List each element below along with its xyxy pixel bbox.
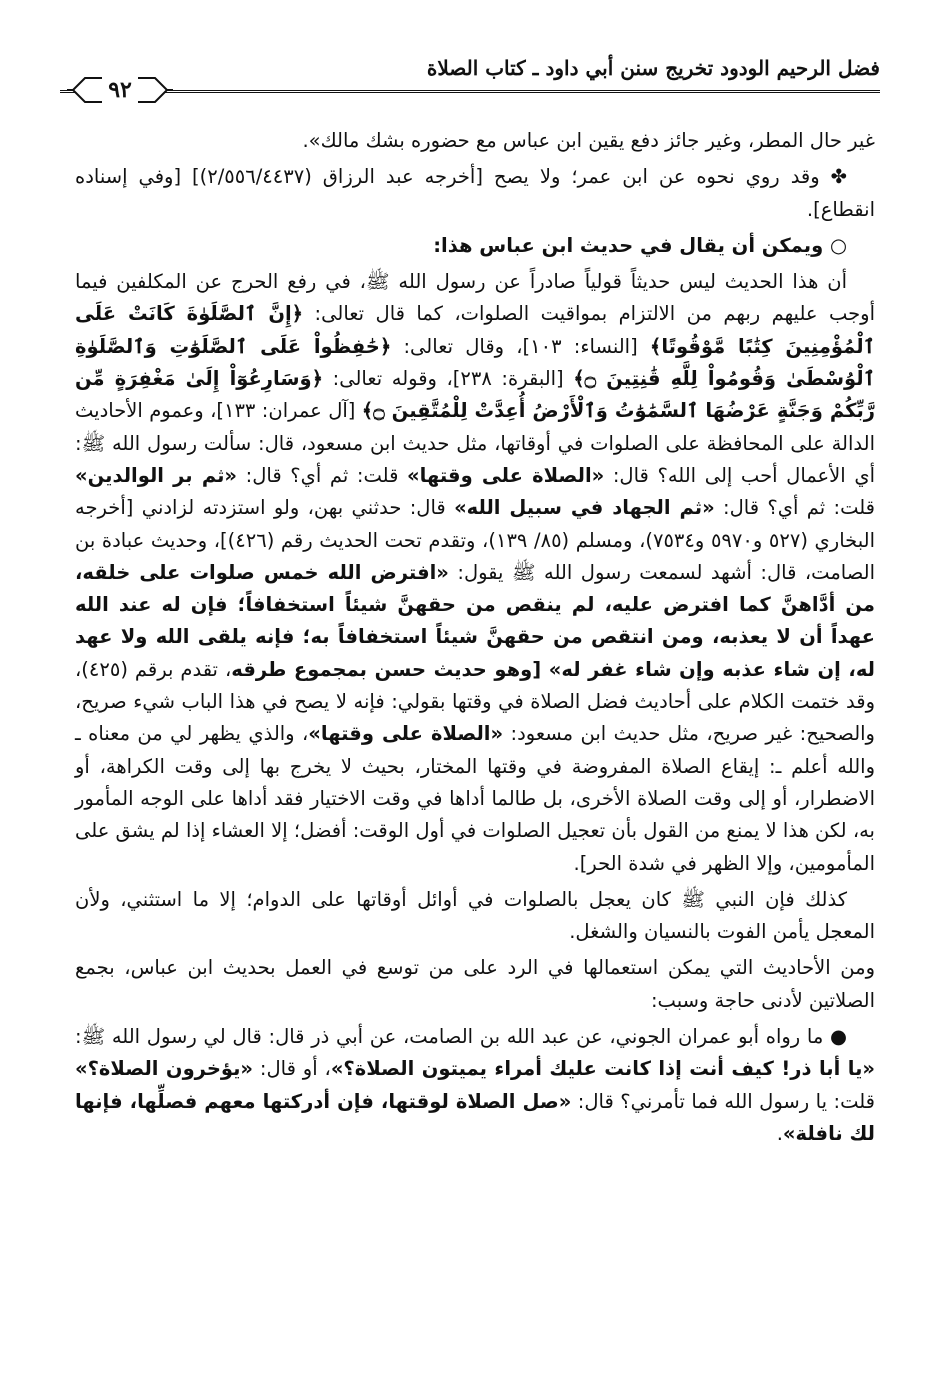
paragraph bbox=[75, 266, 875, 880]
paragraph bbox=[75, 230, 875, 262]
text-run: [البقرة: ٢٣٨]، وقوله تعالى: bbox=[323, 367, 574, 391]
text-run: [آل عمران: ١٣٣]، وعموم الأحاديث الدالة على المحافظة على الصلوات في أوقاتها، مثل حديث ابن مسعود، قال: سألت رسول الله ﷺ: أي الأعمال أحب إلى الله؟ قال: bbox=[75, 399, 876, 487]
bold-text-run: ﴿حَٰفِظُواْ عَلَى ٱلصَّلَوَٰتِ وَٱلصَّلَوٰةِ ٱلْوُسْطَىٰ وَقُومُواْ لِلَّهِ قَٰنِتِينَ ۝﴾ bbox=[75, 334, 875, 391]
text-run: ✤ وقد روي نحوه عن ابن عمر؛ ولا يصح [أخرجه عبد الرزاق (٢/٥٥٦/٤٤٣٧)] [وفي إسناده انقطاع]. bbox=[75, 165, 875, 221]
text-run: . bbox=[776, 1121, 783, 1145]
paragraph bbox=[75, 884, 875, 949]
page-number: ٩٢ bbox=[102, 77, 138, 103]
text-run: قلت: ثم أي؟ قال: bbox=[714, 496, 875, 520]
text-run: ، أو قال: bbox=[253, 1057, 331, 1081]
text-run: ● ما رواه أبو عمران الجوني، عن عبد الله بن الصامت، عن أبي ذر قال: قال لي رسول الله ﷺ: bbox=[75, 1025, 847, 1049]
bold-text-run: ﴿إِنَّ ٱلصَّلَوٰةَ كَانَتْ عَلَى ٱلْمُؤْمِنِينَ كِتَٰبًا مَّوْقُوتًا﴾ bbox=[75, 302, 875, 358]
bold-text-run: «الصلاة على وقتها» bbox=[407, 463, 605, 487]
paragraph bbox=[75, 1021, 875, 1150]
bold-text-run: ○ ويمكن أن يقال في حديث ابن عباس هذا: bbox=[433, 233, 847, 257]
bold-text-run: «الصلاة على وقتها» bbox=[308, 722, 504, 746]
text-run: ، تقدم برقم (٤٢٥)، وقد ختمت الكلام على أحاديث فضل الصلاة في وقتها بقولي: فإنه لا يصح في هذا الباب شيء صريح، والصحيح: غير صريح، مثل حديث ابن مسعود: bbox=[75, 657, 875, 746]
text-run: قلت: يا رسول الله فما تأمرني؟ قال: bbox=[571, 1089, 875, 1113]
bold-text-run: ﴿وَسَارِعُوٓاْ إِلَىٰ مَغْفِرَةٍ مِّن رَّبِّكُمْ وَجَنَّةٍ عَرْضُهَا ٱلسَّمَٰوَٰتُ وَٱلْأَرْضُ أُعِدَّتْ لِلْمُتَّقِينَ ۝﴾ bbox=[75, 367, 875, 423]
bold-text-run: «ثم بر الوالدين» bbox=[75, 463, 238, 487]
paragraph bbox=[75, 161, 875, 226]
text-run: أن هذا الحديث ليس حديثاً قولياً صادراً عن رسول الله ﷺ، في رفع الحرج عن المكلفين فيما أوجب عليهم ربهم من الالتزام بمواقيت الصلوات، كما قال تعالى: bbox=[75, 270, 876, 326]
text-run: ، والذي يظهر لي من معناه ـ والله أعلم ـ: إيقاع الصلاة المفروضة في وقتها المختار، بحيث لا يخرج بها إلى وقت الكراهة، أو الاضطرار، أو إلى وقت الصلاة الأخرى، بل طالما أداها في وقت الاختيار فقد أداها على الوجه المأمور به، لكن هذا لا يمنع من القول بأن تعجيل الصلوات في أول الوقت: أفضل؛ إلا العشاء إذا لم يشق على المأمومين، وإلا الظهر في شدة الحر]. bbox=[75, 722, 875, 875]
main-text bbox=[75, 125, 875, 1154]
page-number-ornament bbox=[65, 72, 175, 108]
bold-text-run: «يؤخرون الصلاة؟» bbox=[75, 1057, 254, 1081]
text-run: غير حال المطر، وغير جائز دفع يقين ابن عباس مع حضوره بشك مالك». bbox=[302, 129, 875, 152]
header-rule bbox=[60, 90, 880, 93]
bold-text-run: «ثم الجهاد في سبيل الله» bbox=[454, 496, 715, 520]
bold-text-run: [وهو حديث حسن بمجموع طرقه bbox=[231, 657, 549, 681]
paragraph bbox=[75, 952, 875, 1017]
text-run: كذلك فإن النبي ﷺ كان يعجل بالصلوات في أوائل أوقاتها على الدوام؛ إلا ما استثني، ولأن المعجل يأمن الفوت بالنسيان والشغل. bbox=[75, 887, 875, 944]
page-header bbox=[60, 50, 880, 130]
bold-text-run: «صل الصلاة لوقتها، فإن أدركتها معهم فصلِّها، فإنها لك نافلة» bbox=[75, 1089, 875, 1145]
text-run: ومن الأحاديث التي يمكن استعمالها في الرد على من توسع في العمل بحديث ابن عباس، بجمع الصلاتين لأدنى حاجة وسبب: bbox=[75, 956, 875, 1012]
paragraph bbox=[75, 125, 875, 157]
text-run: [النساء: ١٠٣]، وقال تعالى: bbox=[391, 334, 650, 358]
running-title: فضل الرحيم الودود تخريج سنن أبي داود ـ كتاب الصلاة bbox=[426, 56, 880, 80]
text-run: قلت: ثم أي؟ قال: bbox=[237, 463, 408, 487]
bold-text-run: «يا أبا ذر! كيف أنت إذا كانت عليك أمراء يميتون الصلاة؟» bbox=[330, 1057, 876, 1081]
text-run: قال: حدثني بهن، ولو استزدته لزادني [أخرجه البخاري (٥٢٧ و٥٩٧٠ و٧٥٣٤)، ومسلم (٨٥/ ١٣٩)، وتقدم تحت الحديث رقم (٤٢٦)]، وحديث عبادة بن الصامت، قال: أشهد لسمعت رسول الله ﷺ يقول: bbox=[75, 496, 875, 584]
bold-text-run: «افترض الله خمس صلوات على خلقه، من أدَّاهنَّ كما افترض عليه، لم ينقص من حقهنَّ شيئاً استخفافاً؛ فإن له عند الله عهداً أن لا يعذبه، ومن انتقص من حقهنَّ شيئاً استخفافاً به؛ فإنه يلقى الله ولا عهد له، إن شاء عذبه وإن شاء غفر له» bbox=[75, 560, 875, 681]
